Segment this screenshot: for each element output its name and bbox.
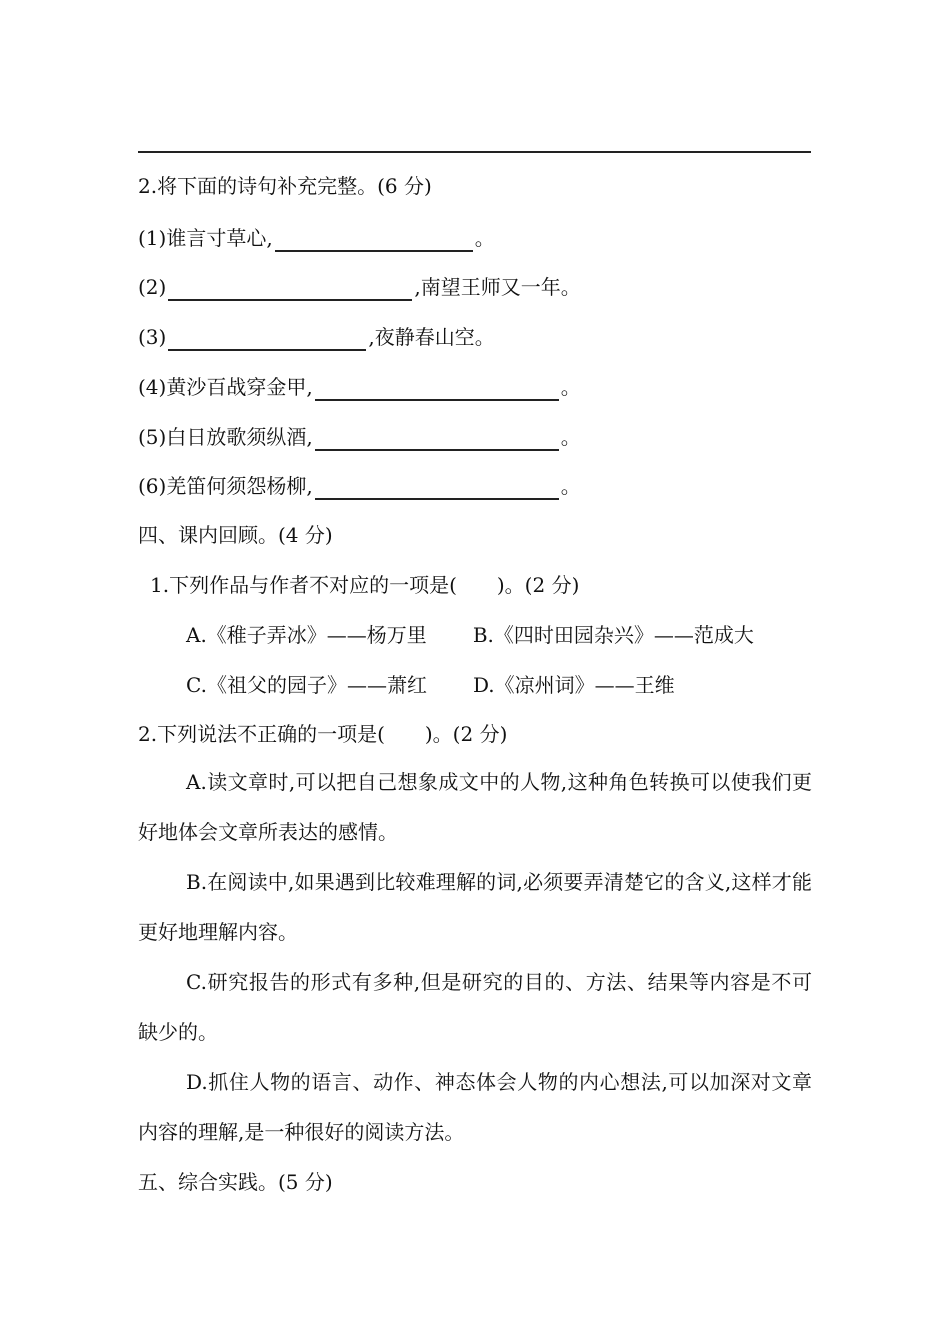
item-number: (2) <box>138 275 167 299</box>
statement-c: C.研究报告的形式有多种,但是研究的目的、方法、结果等内容是不可缺少的。 <box>138 970 812 1044</box>
option-row-ab <box>186 621 754 649</box>
answer-blank[interactable] <box>275 226 473 252</box>
option-row-cd <box>186 671 675 699</box>
poem-line-given: ,南望王师又一年。 <box>414 275 581 299</box>
section-4-title: 四、课内回顾。(4 分) <box>138 523 333 547</box>
poem-line-given: 谁言寸草心, <box>166 226 273 250</box>
poem-line-given: 羌笛何须怨杨柳, <box>166 474 313 498</box>
poem-line-end: 。 <box>560 425 581 449</box>
item-number: (1) <box>138 226 167 250</box>
item-number: (5) <box>138 425 167 449</box>
option-a: A.《稚子弄冰》——杨万里 <box>186 623 427 647</box>
poem-item-4 <box>138 373 581 401</box>
header-rule <box>138 151 811 153</box>
poem-item-1 <box>138 224 495 252</box>
poem-item-3 <box>138 323 495 351</box>
answer-blank[interactable] <box>315 425 559 451</box>
section-4-question-2: 2.下列说法不正确的一项是( )。(2 分) <box>138 722 508 746</box>
poem-line-given: 黄沙百战穿金甲, <box>166 375 313 399</box>
statement-a: A.读文章时,可以把自己想象成文中的人物,这种角色转换可以使我们更好地体会文章所表达的感情。 <box>138 770 812 844</box>
option-c: C.《祖父的园子》——萧红 <box>186 673 427 697</box>
poem-line-end: 。 <box>560 474 581 498</box>
poem-line-given: ,夜静春山空。 <box>368 325 495 349</box>
section-5-title: 五、综合实践。(5 分) <box>138 1170 333 1194</box>
answer-blank[interactable] <box>315 474 559 500</box>
option-b: B.《四时田园杂兴》——范成大 <box>472 623 754 647</box>
answer-blank[interactable] <box>168 325 366 351</box>
poem-item-5 <box>138 423 581 451</box>
poem-line-end: 。 <box>474 226 495 250</box>
item-number: (3) <box>138 325 167 349</box>
statement-d: D.抓住人物的语言、动作、神态体会人物的内心想法,可以加深对文章内容的理解,是一种很好的阅读方法。 <box>138 1070 812 1144</box>
poem-item-6 <box>138 472 581 500</box>
poem-item-2 <box>138 273 581 301</box>
section-4-question-1: 1.下列作品与作者不对应的一项是( )。(2 分) <box>150 573 580 597</box>
statement-b: B.在阅读中,如果遇到比较难理解的词,必须要弄清楚它的含义,这样才能更好地理解内容。 <box>138 870 812 944</box>
item-number: (6) <box>138 474 167 498</box>
item-number: (4) <box>138 375 167 399</box>
answer-blank[interactable] <box>315 375 559 401</box>
answer-blank[interactable] <box>168 275 412 301</box>
question-2-title: 2.将下面的诗句补充完整。(6 分) <box>138 174 432 198</box>
option-d: D.《凉州词》——王维 <box>472 673 675 697</box>
poem-line-end: 。 <box>560 375 581 399</box>
poem-line-given: 白日放歌须纵酒, <box>166 425 313 449</box>
